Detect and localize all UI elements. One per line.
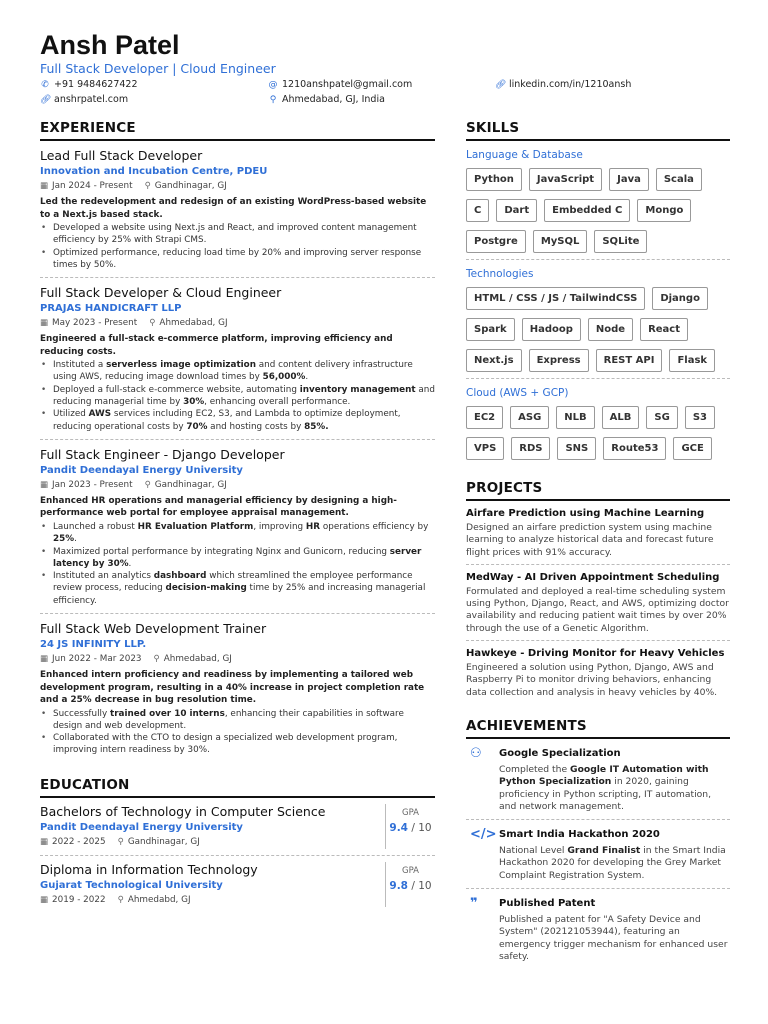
map-pin-icon: ⚲ xyxy=(117,836,124,847)
education-entry xyxy=(40,856,435,913)
projects-heading: PROJECTS xyxy=(466,480,730,501)
skill-chip: Hadoop xyxy=(522,318,581,341)
project-title: MedWay - AI Driven Appointment Scheduling xyxy=(466,571,720,583)
experience-entry xyxy=(40,440,435,614)
experience-entry xyxy=(40,141,435,278)
education-dates xyxy=(40,836,106,849)
bold-text: Google IT Automation with Python Specialization xyxy=(499,763,709,788)
map-pin-icon: ⚲ xyxy=(153,654,160,665)
linkedin-text[interactable]: linkedin.com/in/1210ansh xyxy=(509,79,632,90)
link-icon: 🔗︎ xyxy=(40,94,52,105)
location-text: Gandhinagar, GJ xyxy=(154,181,227,191)
project-description: Engineered a solution using Python, Django, AWS and Raspberry Pi to monitor driving behaviors, enhancing data collection and analysis in heavy vehicles by 40%. xyxy=(466,662,718,698)
gpa-value: 9.8 / 10 xyxy=(389,879,432,892)
skill-chip: C xyxy=(466,199,489,222)
achievement-body xyxy=(499,747,730,813)
skill-chip: Dart xyxy=(496,199,537,222)
achievement-entry xyxy=(466,739,730,820)
education-heading: EDUCATION xyxy=(40,777,435,798)
text-run: Instituted an analytics xyxy=(53,571,154,582)
skill-chip: MySQL xyxy=(533,230,588,253)
email-contact[interactable] xyxy=(268,79,412,90)
gpa-max: 10 xyxy=(418,821,432,834)
skill-chip: Django xyxy=(652,287,708,310)
calendar-icon: ▦ xyxy=(40,894,49,905)
skill-chip: REST API xyxy=(596,349,663,372)
left-column xyxy=(40,120,435,913)
text-run: operations efficiency by xyxy=(320,521,429,532)
experience-entry xyxy=(40,278,435,440)
bold-text: 25% xyxy=(53,534,75,545)
achievement-entry xyxy=(466,820,730,889)
text-run: Collaborated with the CTO to design a specialized web development program, improving intern readiness by 30%. xyxy=(53,733,398,756)
code-icon: </> xyxy=(470,827,497,843)
text-run: Successfully xyxy=(53,708,110,719)
bold-text: HR Evaluation Platform xyxy=(137,521,254,532)
gpa-score: 9.8 xyxy=(389,879,408,892)
skill-chip: Express xyxy=(529,349,589,372)
job-dates xyxy=(40,479,133,492)
text-run: National Level xyxy=(499,845,568,857)
skill-chip: RDS xyxy=(511,437,550,460)
achievement-description xyxy=(499,764,730,813)
project-description: Formulated and deployed a real-time scheduling system using Python, Django, React, and AWS, optimizing doctor availability and reducing patient wait times by over 20% through the use of a Genetic Algorithm. xyxy=(466,585,729,634)
job-title: Full Stack Engineer - Django Developer xyxy=(40,446,285,462)
skill-chip: NLB xyxy=(556,406,594,429)
skill-chip: Route53 xyxy=(603,437,666,460)
text-run: , improving xyxy=(253,521,306,532)
gpa-box xyxy=(385,804,435,849)
gpa-score: 9.4 xyxy=(389,821,408,834)
location-text: Ahmedabad, GJ xyxy=(159,318,228,329)
link-icon: 🔗︎ xyxy=(495,79,507,90)
experience-list xyxy=(40,141,435,763)
text-run: which streamlined the employee performance review process, reducing xyxy=(53,571,413,594)
achievement-title: Google Specialization xyxy=(499,747,621,759)
text-run: in 2020, gaining proficiency in Python scripting, IT automation, and network management. xyxy=(499,776,712,812)
right-column xyxy=(466,120,730,969)
calendar-icon: ▦ xyxy=(40,836,49,847)
bold-text: 85%. xyxy=(304,421,329,432)
education-main xyxy=(40,804,385,849)
gpa-label: GPA xyxy=(402,865,419,876)
phone-text: +91 9484627422 xyxy=(54,79,138,90)
calendar-icon: ▦ xyxy=(40,181,49,191)
map-pin-icon: ⚲ xyxy=(269,94,277,105)
gpa-label: GPA xyxy=(402,807,419,818)
education-meta xyxy=(40,836,385,849)
text-run: and reducing managerial time by xyxy=(53,384,435,408)
skill-chip: EC2 xyxy=(466,406,503,429)
bold-text: serverless image optimization xyxy=(106,360,256,371)
degree-title: Diploma in Information Technology xyxy=(40,861,258,877)
achievement-body xyxy=(499,828,730,882)
achievement-entry xyxy=(466,889,730,969)
job-location xyxy=(154,653,232,666)
job-title: Full Stack Developer & Cloud Engineer xyxy=(40,285,282,301)
project-entry xyxy=(466,641,730,704)
education-list xyxy=(40,798,435,913)
skill-chips xyxy=(466,287,730,379)
skill-chip: VPS xyxy=(466,437,504,460)
bullet-item xyxy=(40,408,435,433)
bold-text: 30% xyxy=(183,397,205,408)
gpa-max: 10 xyxy=(418,879,432,892)
date-text: Jan 2023 - Present xyxy=(52,479,133,490)
job-title: Full Stack Web Development Trainer xyxy=(40,621,267,637)
job-dates xyxy=(40,317,137,330)
project-entry xyxy=(466,501,730,565)
gpa-value: 9.4 / 10 xyxy=(389,821,432,834)
skill-chip: GCE xyxy=(673,437,711,460)
map-pin-icon: ⚲ xyxy=(117,894,124,905)
gpa-box xyxy=(385,862,435,907)
degree-title: Bachelors of Technology in Computer Science xyxy=(40,803,326,819)
bold-text: inventory management xyxy=(299,384,416,395)
location-text: Gandhinagar, GJ xyxy=(154,479,227,490)
bullet-item xyxy=(40,222,435,247)
text-run: Published a patent for "A Safety Device and System" (202121053944), featuring an emergency trigger mechanism for enhanced user safety. xyxy=(499,914,728,962)
bold-text: AWS xyxy=(88,409,112,420)
bold-text: server latency by 30% xyxy=(53,546,422,569)
text-run: Developed a website using Next.js and React, and improved content management efficiency by 25% with Strapi CMS. xyxy=(53,223,417,246)
skill-chip: ALB xyxy=(602,406,640,429)
achievement-title: Smart India Hackathon 2020 xyxy=(499,829,660,841)
skill-chip: SNS xyxy=(557,437,596,460)
bullet-item xyxy=(40,570,435,607)
resume-page xyxy=(40,30,730,962)
skill-chip: HTML / CSS / JS / TailwindCSS xyxy=(466,287,645,310)
skill-chip: S3 xyxy=(685,406,715,429)
location-text: Ahmedabd, GJ xyxy=(127,894,191,905)
date-text: Jun 2022 - Mar 2023 xyxy=(52,654,142,665)
skill-chip: React xyxy=(640,318,688,341)
school-name: Gujarat Technological University xyxy=(40,879,223,891)
job-title: Lead Full Stack Developer xyxy=(40,148,203,163)
job-summary: Led the redevelopment and redesign of an existing WordPress-based website to a Next.js based stack. xyxy=(40,197,427,220)
network-icon: ⚇ xyxy=(470,745,482,761)
education-entry xyxy=(40,798,435,856)
text-run: in the Smart India Hackathon 2020 for developing the Grey Market Complaint Registration System. xyxy=(499,845,726,881)
skill-chip: Spark xyxy=(466,318,515,341)
skill-chip: SQLite xyxy=(594,230,647,253)
calendar-icon: ▦ xyxy=(40,654,49,665)
bold-text: dashboard xyxy=(153,571,207,582)
skill-category: Technologies xyxy=(466,268,534,280)
location-contact xyxy=(268,94,385,105)
website-contact[interactable] xyxy=(40,94,128,105)
map-pin-icon: ⚲ xyxy=(149,318,156,329)
bold-text: Grand Finalist xyxy=(567,845,641,857)
education-location xyxy=(118,836,200,849)
map-pin-icon: ⚲ xyxy=(144,479,151,490)
skill-chip: Scala xyxy=(656,168,702,191)
text-run: Instituted a xyxy=(53,360,107,371)
job-summary: Enhanced intern proficiency and readiness by implementing a tailored web development program, resulting in a 40% increase in project completion rate and a 25% decrease in bug resolution time. xyxy=(40,670,425,706)
date-text: May 2023 - Present xyxy=(52,318,138,329)
text-run: Deployed a full-stack e-commerce website, automating xyxy=(53,384,300,395)
skill-chips xyxy=(466,406,730,466)
calendar-icon: ▦ xyxy=(40,479,49,490)
bold-text: trained over 10 interns xyxy=(109,708,225,719)
skill-chip: Next.js xyxy=(466,349,522,372)
education-meta xyxy=(40,894,385,907)
company-name: 24 JS INFINITY LLP. xyxy=(40,639,147,651)
job-bullets xyxy=(40,359,435,433)
bullet-item xyxy=(40,384,435,409)
achievement-description xyxy=(499,914,730,963)
calendar-icon: ▦ xyxy=(40,318,49,329)
education-main xyxy=(40,862,385,907)
skill-chip: JavaScript xyxy=(529,168,602,191)
skill-chip: Node xyxy=(588,318,633,341)
company-name: Innovation and Incubation Centre, PDEU xyxy=(40,166,268,177)
bullet-item xyxy=(40,708,435,733)
job-bullets xyxy=(40,222,435,271)
text-run: Optimized performance, reducing load time by 20% and improving server response times by 50%. xyxy=(53,247,422,270)
experience-heading: EXPERIENCE xyxy=(40,120,435,141)
date-text: 2019 - 2022 xyxy=(52,894,106,905)
experience-entry xyxy=(40,614,435,763)
project-title: Airfare Prediction using Machine Learning xyxy=(466,508,705,519)
at-icon: @ xyxy=(268,79,278,90)
achievement-description xyxy=(499,845,730,882)
website-text[interactable]: anshrpatel.com xyxy=(54,94,129,105)
bold-text: 70% xyxy=(186,421,208,432)
skill-chip: Python xyxy=(466,168,522,191)
location-text: Gandhinagar, GJ xyxy=(127,836,200,847)
text-run: services including EC2, S3, and Lambda to optimize deployment, reducing operational costs by xyxy=(53,409,401,432)
text-run: , enhancing overall performance. xyxy=(204,397,351,408)
text-run: Utilized xyxy=(53,409,89,420)
achievements-heading: ACHIEVEMENTS xyxy=(466,718,730,739)
education-location xyxy=(118,894,191,907)
projects-list xyxy=(466,501,730,704)
achievement-title: Published Patent xyxy=(499,898,596,910)
bullet-item xyxy=(40,546,435,571)
text-run: time by 25% and increasing managerial efficiency. xyxy=(53,583,426,606)
skill-category: Language & Database xyxy=(466,149,583,161)
job-bullets xyxy=(40,521,435,607)
job-dates xyxy=(40,180,133,193)
job-location xyxy=(145,479,227,492)
bullet-item xyxy=(40,732,435,757)
skill-chip: Mongo xyxy=(637,199,691,222)
achievement-body xyxy=(499,897,730,963)
text-run: and content delivery infrastructure using AWS, reducing image download times by xyxy=(53,360,413,383)
achievements-list xyxy=(466,739,730,969)
text-run: Completed the xyxy=(499,763,571,775)
skills-list xyxy=(466,148,730,466)
email-text[interactable]: 1210anshpatel@gmail.com xyxy=(282,79,413,90)
company-name: PRAJAS HANDICRAFT LLP xyxy=(40,303,182,315)
education-dates xyxy=(40,894,106,907)
text-run: . xyxy=(128,558,132,569)
job-location xyxy=(149,317,227,330)
job-meta xyxy=(40,317,435,330)
school-name: Pandit Deendayal Energy University xyxy=(40,821,243,833)
skill-chip: Flask xyxy=(669,349,715,372)
text-run: , enhancing their capabilities in software design and web development. xyxy=(53,708,404,731)
job-summary: Enhanced HR operations and managerial efficiency by designing a high-performance web portal for employee appraisal management. xyxy=(40,495,397,519)
text-run: Maximized portal performance by integrating Nginx and Gunicorn, reducing xyxy=(53,546,390,557)
skill-chip: ASG xyxy=(510,406,549,429)
bullet-item xyxy=(40,359,435,384)
job-location xyxy=(145,180,227,193)
phone-icon: ✆ xyxy=(41,79,49,90)
quote-icon: ❞ xyxy=(470,896,478,912)
skill-category: Cloud (AWS + GCP) xyxy=(466,387,569,399)
map-pin-icon: ⚲ xyxy=(144,181,151,191)
skill-chip: Postgre xyxy=(466,230,526,253)
skill-chip: Java xyxy=(609,168,649,191)
bullet-item xyxy=(40,521,435,546)
date-text: 2022 - 2025 xyxy=(52,836,106,847)
skill-chips xyxy=(466,168,730,260)
company-name: Pandit Deendayal Energy University xyxy=(40,464,243,476)
candidate-name: Ansh Patel xyxy=(40,30,180,60)
skill-chip: SG xyxy=(646,406,677,429)
job-meta xyxy=(40,479,435,492)
skills-heading: SKILLS xyxy=(466,120,730,141)
job-dates xyxy=(40,653,142,666)
project-title: Hawkeye - Driving Monitor for Heavy Vehicles xyxy=(466,648,725,660)
job-summary: Engineered a full-stack e-commerce platform, improving efficiency and reducing costs. xyxy=(40,334,393,357)
contact-info xyxy=(40,79,730,109)
bold-text: 56,000% xyxy=(262,372,306,383)
location-text: Ahmedabad, GJ, India xyxy=(282,94,385,105)
text-run: . xyxy=(74,534,77,545)
text-run: Launched a robust xyxy=(53,521,138,532)
bullet-item xyxy=(40,247,435,272)
text-run: . xyxy=(305,372,309,383)
bold-text: HR xyxy=(305,521,321,532)
date-text: Jan 2024 - Present xyxy=(52,181,133,191)
text-run: and hosting costs by xyxy=(207,421,305,432)
bold-text: decision-making xyxy=(165,583,247,594)
phone-contact xyxy=(40,79,138,90)
candidate-title: Full Stack Developer | Cloud Engineer xyxy=(40,61,276,76)
job-meta xyxy=(40,653,435,666)
skill-chip: Embedded C xyxy=(544,199,630,222)
job-bullets xyxy=(40,708,435,757)
job-meta xyxy=(40,180,435,193)
project-description: Designed an airfare prediction system using machine learning to analyze historical data and forecast future flight prices with 91% accuracy. xyxy=(466,522,714,558)
location-text: Ahmedabad, GJ xyxy=(163,654,232,665)
project-entry xyxy=(466,565,730,641)
linkedin-contact[interactable] xyxy=(495,79,631,90)
